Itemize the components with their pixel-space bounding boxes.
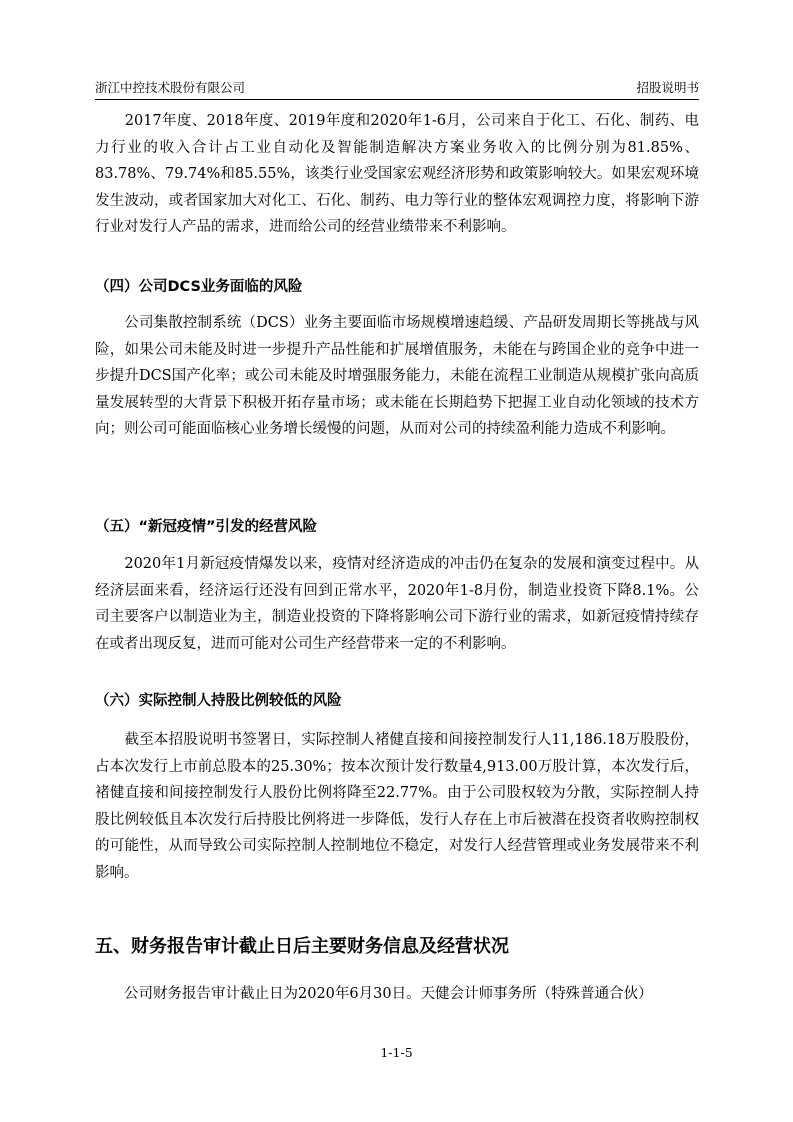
heading-controller-risk: （六）实际控制人持股比例较低的风险 [95,693,342,709]
paragraph-industry-risk: 2017年度、2018年度、2019年度和2020年1-6月，公司来自于化工、石化、制药、电力行业的收入合计占工业自动化及智能制造解决方案业务收入的比例分别为81.85%、83.78%、79.74%和85.55%，该类行业受国家宏观经济形势和政策影响较大。如果宏观环境发生波动，或者国家加大对化工、石化、制药、电力等行业的整体宏观调控力度，将影响下游行业对发行人产品的需求，进而给公司的经营业绩带来不利影响。 [95,113,699,236]
paragraph-covid-risk: 2020年1月新冠疫情爆发以来，疫情对经济造成的冲击仍在复杂的发展和演变过程中。从经济层面来看，经济运行还没有回到正常水平，2020年1-8月份，制造业投资下降8.1%。公司主要客户以制造业为主，制造业投资的下降将影响公司下游行业的需求，如新冠疫情持续存在或者出现反复，进而可能对公司生产经营带来一定的不利影响。 [95,556,699,652]
section-heading-financial-info: 五、财务报告审计截止日后主要财务信息及经营状况 [95,936,509,957]
heading-dcs-risk: （四）公司DCS业务面临的风险 [95,279,303,295]
paragraph-financial-info: 公司财务报告审计截止日为2020年6月30日。天健会计师事务所（特殊普通合伙） [95,986,653,1002]
paragraph-dcs-risk: 公司集散控制系统（DCS）业务主要面临市场规模增速趋缓、产品研发周期长等挑战与风险，如果公司未能及时进一步提升产品性能和扩展增值服务，未能在与跨国企业的竞争中进一步提升DCS国产化率；或公司未能及时增强服务能力，未能在流程工业制造从规模扩张向高质量发展转型的大背景下积极开拓存量市场；或未能在长期趋势下把握工业自动化领域的技术方向；则公司可能面临核心业务增长缓慢的问题，从而对公司的持续盈利能力造成不利影响。 [95,315,699,438]
page-header [95,78,699,98]
header-company-name: 浙江中控技术股份有限公司 [95,80,246,95]
paragraph-controller-risk: 截至本招股说明书签署日，实际控制人褚健直接和间接控制发行人11,186.18万股股份，占本次发行上市前总股本的25.30%；按本次预计发行数量4,913.00万股计算，本次发行后，褚健直接和间接控制发行人股份比例将降至22.77%。由于公司股权较为分散，实际控制人持股比例较低且本次发行后持股比例将进一步降低，发行人存在上市后被潜在投资者收购控制权的可能性，从而导致公司实际控制人控制地位不稳定，对发行人经营管理或业务发展带来不利影响。 [95,732,699,881]
header-divider [95,99,699,100]
header-document-type: 招股说明书 [636,80,699,95]
page-number: 1-1-5 [380,1045,413,1060]
heading-covid-risk: （五）“新冠疫情”引发的经营风险 [95,519,318,535]
